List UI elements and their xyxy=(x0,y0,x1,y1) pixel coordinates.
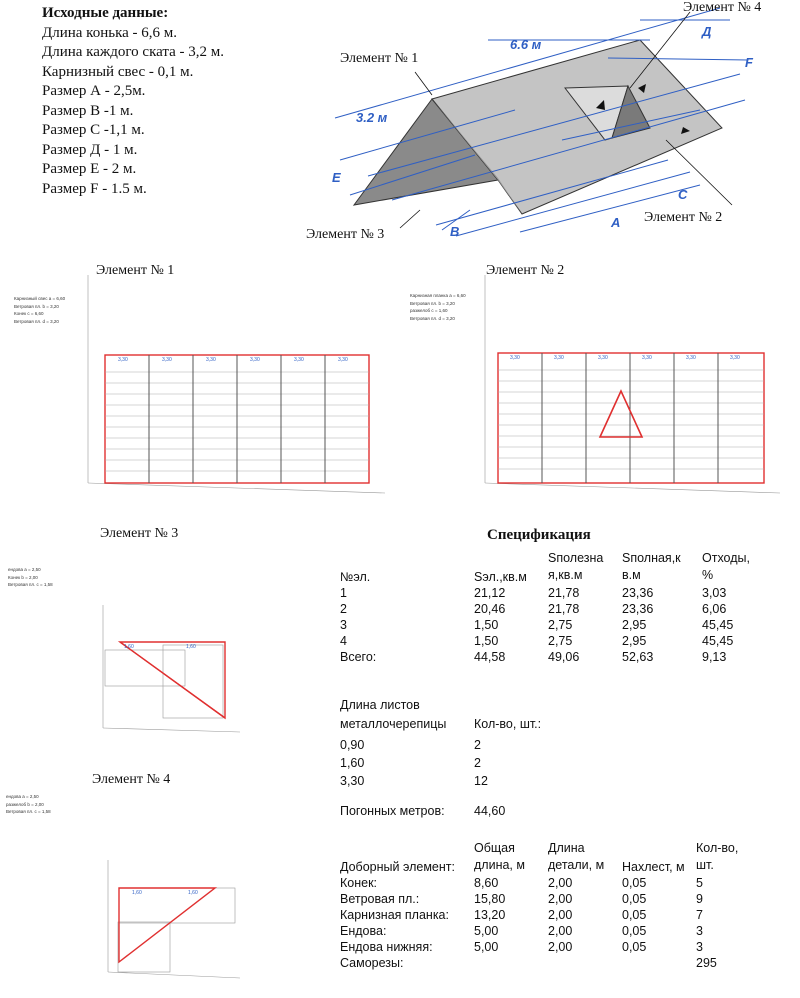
table-header: Кол-во, шт.: xyxy=(474,717,542,731)
table-header: Нахлест, м xyxy=(622,860,685,874)
layout-drawing-element-4 xyxy=(90,850,250,990)
layout-info-element-1: Карнизный свес a = 6,60 Ветровая пл. b = 3,20 Конек c = 6,60 Ветровая пл. d = 3,20 xyxy=(14,296,66,324)
spec-sheets-table xyxy=(340,694,554,788)
sheet-length-label: 3,30 xyxy=(162,357,172,363)
initial-line: Размер Е - 2 м. xyxy=(42,161,137,177)
linear-meters-label: Погонных метров: xyxy=(340,804,445,818)
dim-a-label: A xyxy=(611,215,621,230)
table-header: №эл. xyxy=(340,570,371,584)
sheet-length-label: 1,60 xyxy=(124,644,134,650)
layout-drawing-element-2 xyxy=(470,275,790,500)
table-row: 3,30 12 xyxy=(340,774,488,788)
table-header: Sэл.,кв.м xyxy=(474,570,527,584)
element-outline xyxy=(498,353,764,483)
table-row: Ендова нижняя: 5,00 2,00 0,05 3 xyxy=(340,940,703,954)
layout-title-element-4: Элемент № 4 xyxy=(92,772,171,787)
roof-drawing xyxy=(300,0,800,250)
sheet-length-label: 1,60 xyxy=(132,890,142,896)
table-header: Доборный элемент: xyxy=(340,860,455,874)
sheet-length-label: 3,30 xyxy=(686,355,696,361)
sheet-length-label: 3,30 xyxy=(730,355,740,361)
table-header: Длина детали, м xyxy=(548,841,605,872)
layout-info-element-2: Карнизная планка a = 6,60 Ветровая пл. b = 3,20 разжелоб c = 1,60 Ветровая пл. d = 3,20 xyxy=(410,293,466,321)
initial-line: Длина конька - 6,6 м. xyxy=(42,24,178,41)
layout-info-element-3: ендова a = 2,50 Конек b = 2,00 Ветровая пл. c = 1,58 xyxy=(8,567,53,587)
table-row: 4 1,50 2,75 2,95 45,45 xyxy=(340,634,734,648)
roof-label-element-3: Элемент № 3 xyxy=(306,227,385,242)
table-header: Длина листов металлочерепицы xyxy=(340,698,447,731)
element-outline xyxy=(119,888,215,962)
initial-line: Размер Д - 1 м. xyxy=(42,141,138,158)
initial-line: Размер А - 2,5м. xyxy=(42,83,146,99)
dim-ridge-label: 6.6 м xyxy=(510,37,542,52)
sheet-length-label: 3,30 xyxy=(250,357,260,363)
table-row: Ендова: 5,00 2,00 0,05 3 xyxy=(340,924,703,938)
layout-title-element-3: Элемент № 3 xyxy=(100,526,179,541)
table-row-total: Всего: 44,58 49,06 52,63 9,13 xyxy=(340,650,727,664)
spec-title: Спецификация xyxy=(487,527,591,543)
dim-e-label: E xyxy=(332,170,341,185)
sheet-lines xyxy=(542,353,718,483)
sheet-length-label: 3,30 xyxy=(338,357,348,363)
layout-title-element-1: Элемент № 1 xyxy=(96,263,175,278)
initial-line: Размер F - 1.5 м. xyxy=(42,180,147,197)
table-row: Конек: 8,60 2,00 0,05 5 xyxy=(340,876,703,890)
table-row: Саморезы: 295 xyxy=(340,956,717,970)
table-row: Ветровая пл.: 15,80 2,00 0,05 9 xyxy=(340,892,703,906)
sheet-length-label: 3,30 xyxy=(642,355,652,361)
spec-area-table xyxy=(340,548,762,664)
table-row: 0,90 2 xyxy=(340,738,481,752)
roof-label-element-1: Элемент № 1 xyxy=(340,51,419,66)
table-row: 3 1,50 2,75 2,95 45,45 xyxy=(340,618,734,632)
spec-trim-table xyxy=(340,838,756,970)
sheet-length-label: 3,30 xyxy=(206,357,216,363)
sheet-length-label: 3,30 xyxy=(554,355,564,361)
initial-line: Длина каждого ската - 3,2 м. xyxy=(42,44,225,60)
table-header: Кол-во, шт. xyxy=(696,841,739,872)
dim-f-label: F xyxy=(745,55,753,70)
batten-lines xyxy=(498,370,764,469)
table-header: Общая длина, м xyxy=(474,841,525,872)
initial-data-block xyxy=(42,4,224,199)
dim-b-label: B xyxy=(450,224,460,239)
sheet-length-label: 3,30 xyxy=(598,355,608,361)
table-row: 2 20,46 21,78 23,36 6,06 xyxy=(340,602,727,616)
initial-line: Карнизный свес - 0,1 м. xyxy=(42,63,194,80)
layout-title-element-2: Элемент № 2 xyxy=(486,263,565,278)
sheet-length-label: 3,30 xyxy=(294,357,304,363)
sheet-length-label: 3,30 xyxy=(118,357,128,363)
table-row: Карнизная планка: 13,20 2,00 0,05 7 xyxy=(340,908,703,922)
dim-c-label: C xyxy=(678,187,688,202)
sheet-lines xyxy=(149,355,325,483)
linear-meters-value: 44,60 xyxy=(474,804,506,818)
table-header: Отходы, % xyxy=(702,551,750,582)
table-header: Sполезна я,кв.м xyxy=(548,551,604,582)
roof-label-element-4: Элемент № 4 xyxy=(683,0,762,15)
layout-drawing-element-1 xyxy=(70,275,390,500)
layout-info-element-4: ендова a = 2,50 разжелоб b = 2,00 Ветровая пл. c = 1,58 xyxy=(6,794,51,814)
dim-slope-label: 3.2 м xyxy=(356,110,388,125)
initial-data-heading: Исходные данные: xyxy=(42,5,169,21)
table-header: Sполная,к в.м xyxy=(622,551,681,582)
initial-line: Размер С -1,1 м. xyxy=(42,122,145,138)
sheet-length-label: 3,30 xyxy=(510,355,520,361)
sheet-length-label: 1,60 xyxy=(186,644,196,650)
table-row: 1,60 2 xyxy=(340,756,481,770)
initial-line: Размер В -1 м. xyxy=(42,102,134,119)
sheet-length-label: 1,60 xyxy=(188,890,198,896)
table-row: 1 21,12 21,78 23,36 3,03 xyxy=(340,586,727,600)
dim-d-label: Д xyxy=(702,24,712,39)
roof-label-element-2: Элемент № 2 xyxy=(644,210,723,225)
layout-drawing-element-3 xyxy=(90,600,250,745)
